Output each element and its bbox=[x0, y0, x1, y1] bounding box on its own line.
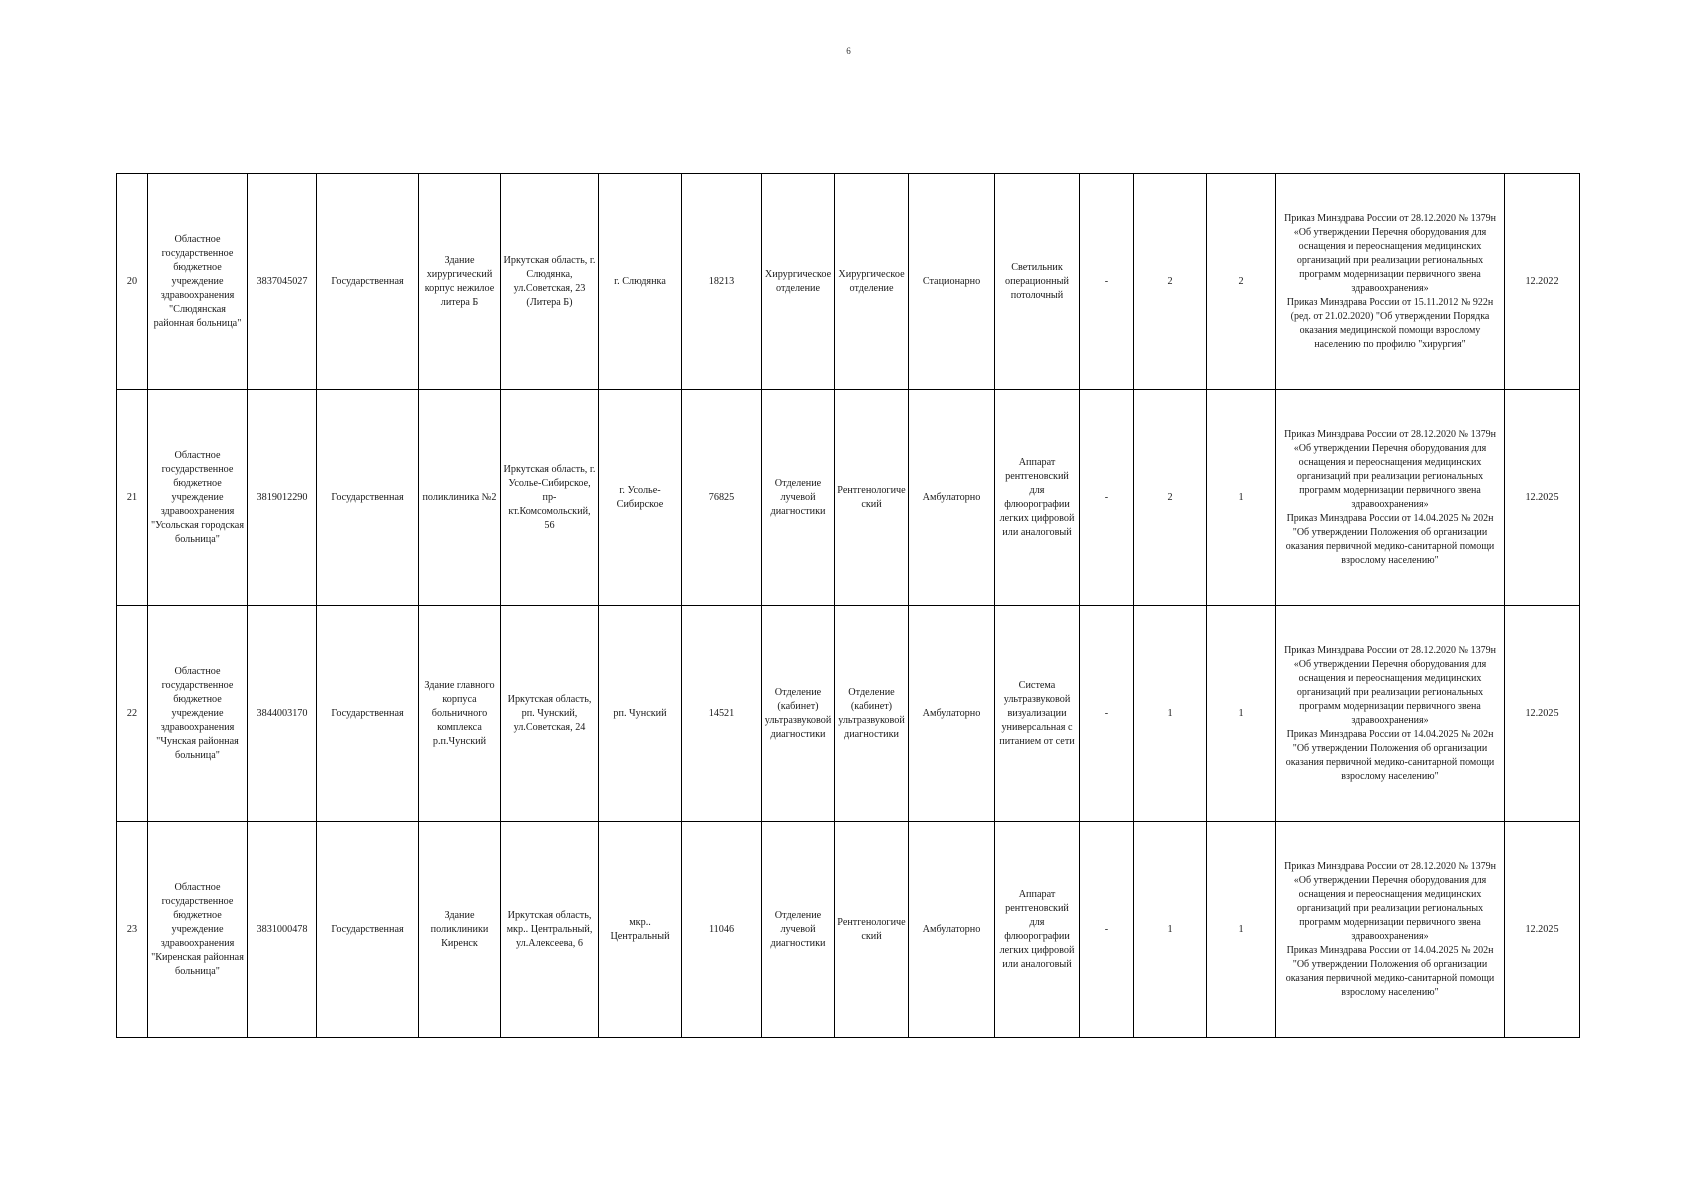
profile: Рентгенологический bbox=[835, 822, 909, 1038]
address: Иркутская область, г. Усолье-Сибирское, пр-кт.Комсомольский, 56 bbox=[501, 390, 599, 606]
quantity-col-13: - bbox=[1080, 822, 1134, 1038]
due-date: 12.2025 bbox=[1505, 390, 1580, 606]
profile: Хирургическое отделение bbox=[835, 174, 909, 390]
care-conditions: Амбулаторно bbox=[909, 390, 995, 606]
quantity-col-14: 2 bbox=[1134, 174, 1207, 390]
care-conditions: Амбулаторно bbox=[909, 606, 995, 822]
quantity-col-15: 1 bbox=[1207, 390, 1276, 606]
due-date: 12.2025 bbox=[1505, 822, 1580, 1038]
table-row bbox=[117, 822, 1580, 1038]
address: Иркутская область, г. Слюдянка, ул.Советская, 23 (Литера Б) bbox=[501, 174, 599, 390]
equipment-name: Система ультразвуковой визуализации универсальная с питанием от сети bbox=[995, 606, 1080, 822]
ownership-form: Государственная bbox=[317, 822, 419, 1038]
population: 76825 bbox=[682, 390, 762, 606]
organization-name: Областное государственное бюджетное учреждение здравоохранения "Слюдянская районная больница" bbox=[148, 174, 248, 390]
row-number: 21 bbox=[117, 390, 148, 606]
equipment-name: Аппарат рентгеновский для флюорографии легких цифровой или аналоговый bbox=[995, 822, 1080, 1038]
equipment-register-table bbox=[116, 173, 1580, 1038]
equipment-name: Светильник операционный потолочный bbox=[995, 174, 1080, 390]
department: Хирургическое отделение bbox=[762, 174, 835, 390]
population: 14521 bbox=[682, 606, 762, 822]
inn: 3831000478 bbox=[248, 822, 317, 1038]
inn: 3844003170 bbox=[248, 606, 317, 822]
care-conditions: Стационарно bbox=[909, 174, 995, 390]
building-name: поликлиника №2 bbox=[419, 390, 501, 606]
locality: мкр.. Центральный bbox=[599, 822, 682, 1038]
row-number: 20 bbox=[117, 174, 148, 390]
department: Отделение (кабинет) ультразвуковой диагностики bbox=[762, 606, 835, 822]
locality: г. Слюдянка bbox=[599, 174, 682, 390]
population: 11046 bbox=[682, 822, 762, 1038]
locality: рп. Чунский bbox=[599, 606, 682, 822]
legal-basis: Приказ Минздрава России от 28.12.2020 № 1379н «Об утверждении Перечня оборудования для оснащения и переоснащения медицинских организаций при реализации региональных программ модернизации первичного звена здравоохранения» Приказ Минздрава России от 14.04.2025 № 202н "Об утверждении Положения об организации оказания первичной медико-санитарной помощи взрослому населению" bbox=[1276, 390, 1505, 606]
quantity-col-13: - bbox=[1080, 390, 1134, 606]
quantity-col-15: 1 bbox=[1207, 606, 1276, 822]
row-number: 23 bbox=[117, 822, 148, 1038]
quantity-col-15: 2 bbox=[1207, 174, 1276, 390]
department: Отделение лучевой диагностики bbox=[762, 822, 835, 1038]
ownership-form: Государственная bbox=[317, 390, 419, 606]
department: Отделение лучевой диагностики bbox=[762, 390, 835, 606]
due-date: 12.2022 bbox=[1505, 174, 1580, 390]
ownership-form: Государственная bbox=[317, 606, 419, 822]
equipment-name: Аппарат рентгеновский для флюорографии легких цифровой или аналоговый bbox=[995, 390, 1080, 606]
building-name: Здание поликлиники Киренск bbox=[419, 822, 501, 1038]
ownership-form: Государственная bbox=[317, 174, 419, 390]
profile: Рентгенологический bbox=[835, 390, 909, 606]
quantity-col-14: 1 bbox=[1134, 606, 1207, 822]
inn: 3819012290 bbox=[248, 390, 317, 606]
table-row bbox=[117, 390, 1580, 606]
building-name: Здание главного корпуса больничного комплекса р.п.Чунский bbox=[419, 606, 501, 822]
quantity-col-14: 2 bbox=[1134, 390, 1207, 606]
organization-name: Областное государственное бюджетное учреждение здравоохранения "Усольская городская больница" bbox=[148, 390, 248, 606]
due-date: 12.2025 bbox=[1505, 606, 1580, 822]
building-name: Здание хирургический корпус нежилое литера Б bbox=[419, 174, 501, 390]
locality: г. Усолье-Сибирское bbox=[599, 390, 682, 606]
address: Иркутская область, мкр.. Центральный, ул.Алексеева, 6 bbox=[501, 822, 599, 1038]
legal-basis: Приказ Минздрава России от 28.12.2020 № 1379н «Об утверждении Перечня оборудования для оснащения и переоснащения медицинских организаций при реализации региональных программ модернизации первичного звена здравоохранения» Приказ Минздрава России от 14.04.2025 № 202н "Об утверждении Положения об организации оказания первичной медико-санитарной помощи взрослому населению" bbox=[1276, 606, 1505, 822]
address: Иркутская область, рп. Чунский, ул.Советская, 24 bbox=[501, 606, 599, 822]
inn: 3837045027 bbox=[248, 174, 317, 390]
quantity-col-13: - bbox=[1080, 606, 1134, 822]
population: 18213 bbox=[682, 174, 762, 390]
page-number: 6 bbox=[846, 46, 851, 56]
row-number: 22 bbox=[117, 606, 148, 822]
organization-name: Областное государственное бюджетное учреждение здравоохранения "Чунская районная больница" bbox=[148, 606, 248, 822]
legal-basis: Приказ Минздрава России от 28.12.2020 № 1379н «Об утверждении Перечня оборудования для оснащения и переоснащения медицинских организаций при реализации региональных программ модернизации первичного звена здравоохранения» Приказ Минздрава России от 15.11.2012 № 922н (ред. от 21.02.2020) "Об утверждении Порядка оказания медицинской помощи взрослому населению по профилю "хирургия" bbox=[1276, 174, 1505, 390]
table-row bbox=[117, 606, 1580, 822]
organization-name: Областное государственное бюджетное учреждение здравоохранения "Киренская районная больница" bbox=[148, 822, 248, 1038]
profile: Отделение (кабинет) ультразвуковой диагностики bbox=[835, 606, 909, 822]
quantity-col-15: 1 bbox=[1207, 822, 1276, 1038]
table-row bbox=[117, 174, 1580, 390]
quantity-col-14: 1 bbox=[1134, 822, 1207, 1038]
quantity-col-13: - bbox=[1080, 174, 1134, 390]
care-conditions: Амбулаторно bbox=[909, 822, 995, 1038]
legal-basis: Приказ Минздрава России от 28.12.2020 № 1379н «Об утверждении Перечня оборудования для оснащения и переоснащения медицинских организаций при реализации региональных программ модернизации первичного звена здравоохранения» Приказ Минздрава России от 14.04.2025 № 202н "Об утверждении Положения об организации оказания первичной медико-санитарной помощи взрослому населению" bbox=[1276, 822, 1505, 1038]
